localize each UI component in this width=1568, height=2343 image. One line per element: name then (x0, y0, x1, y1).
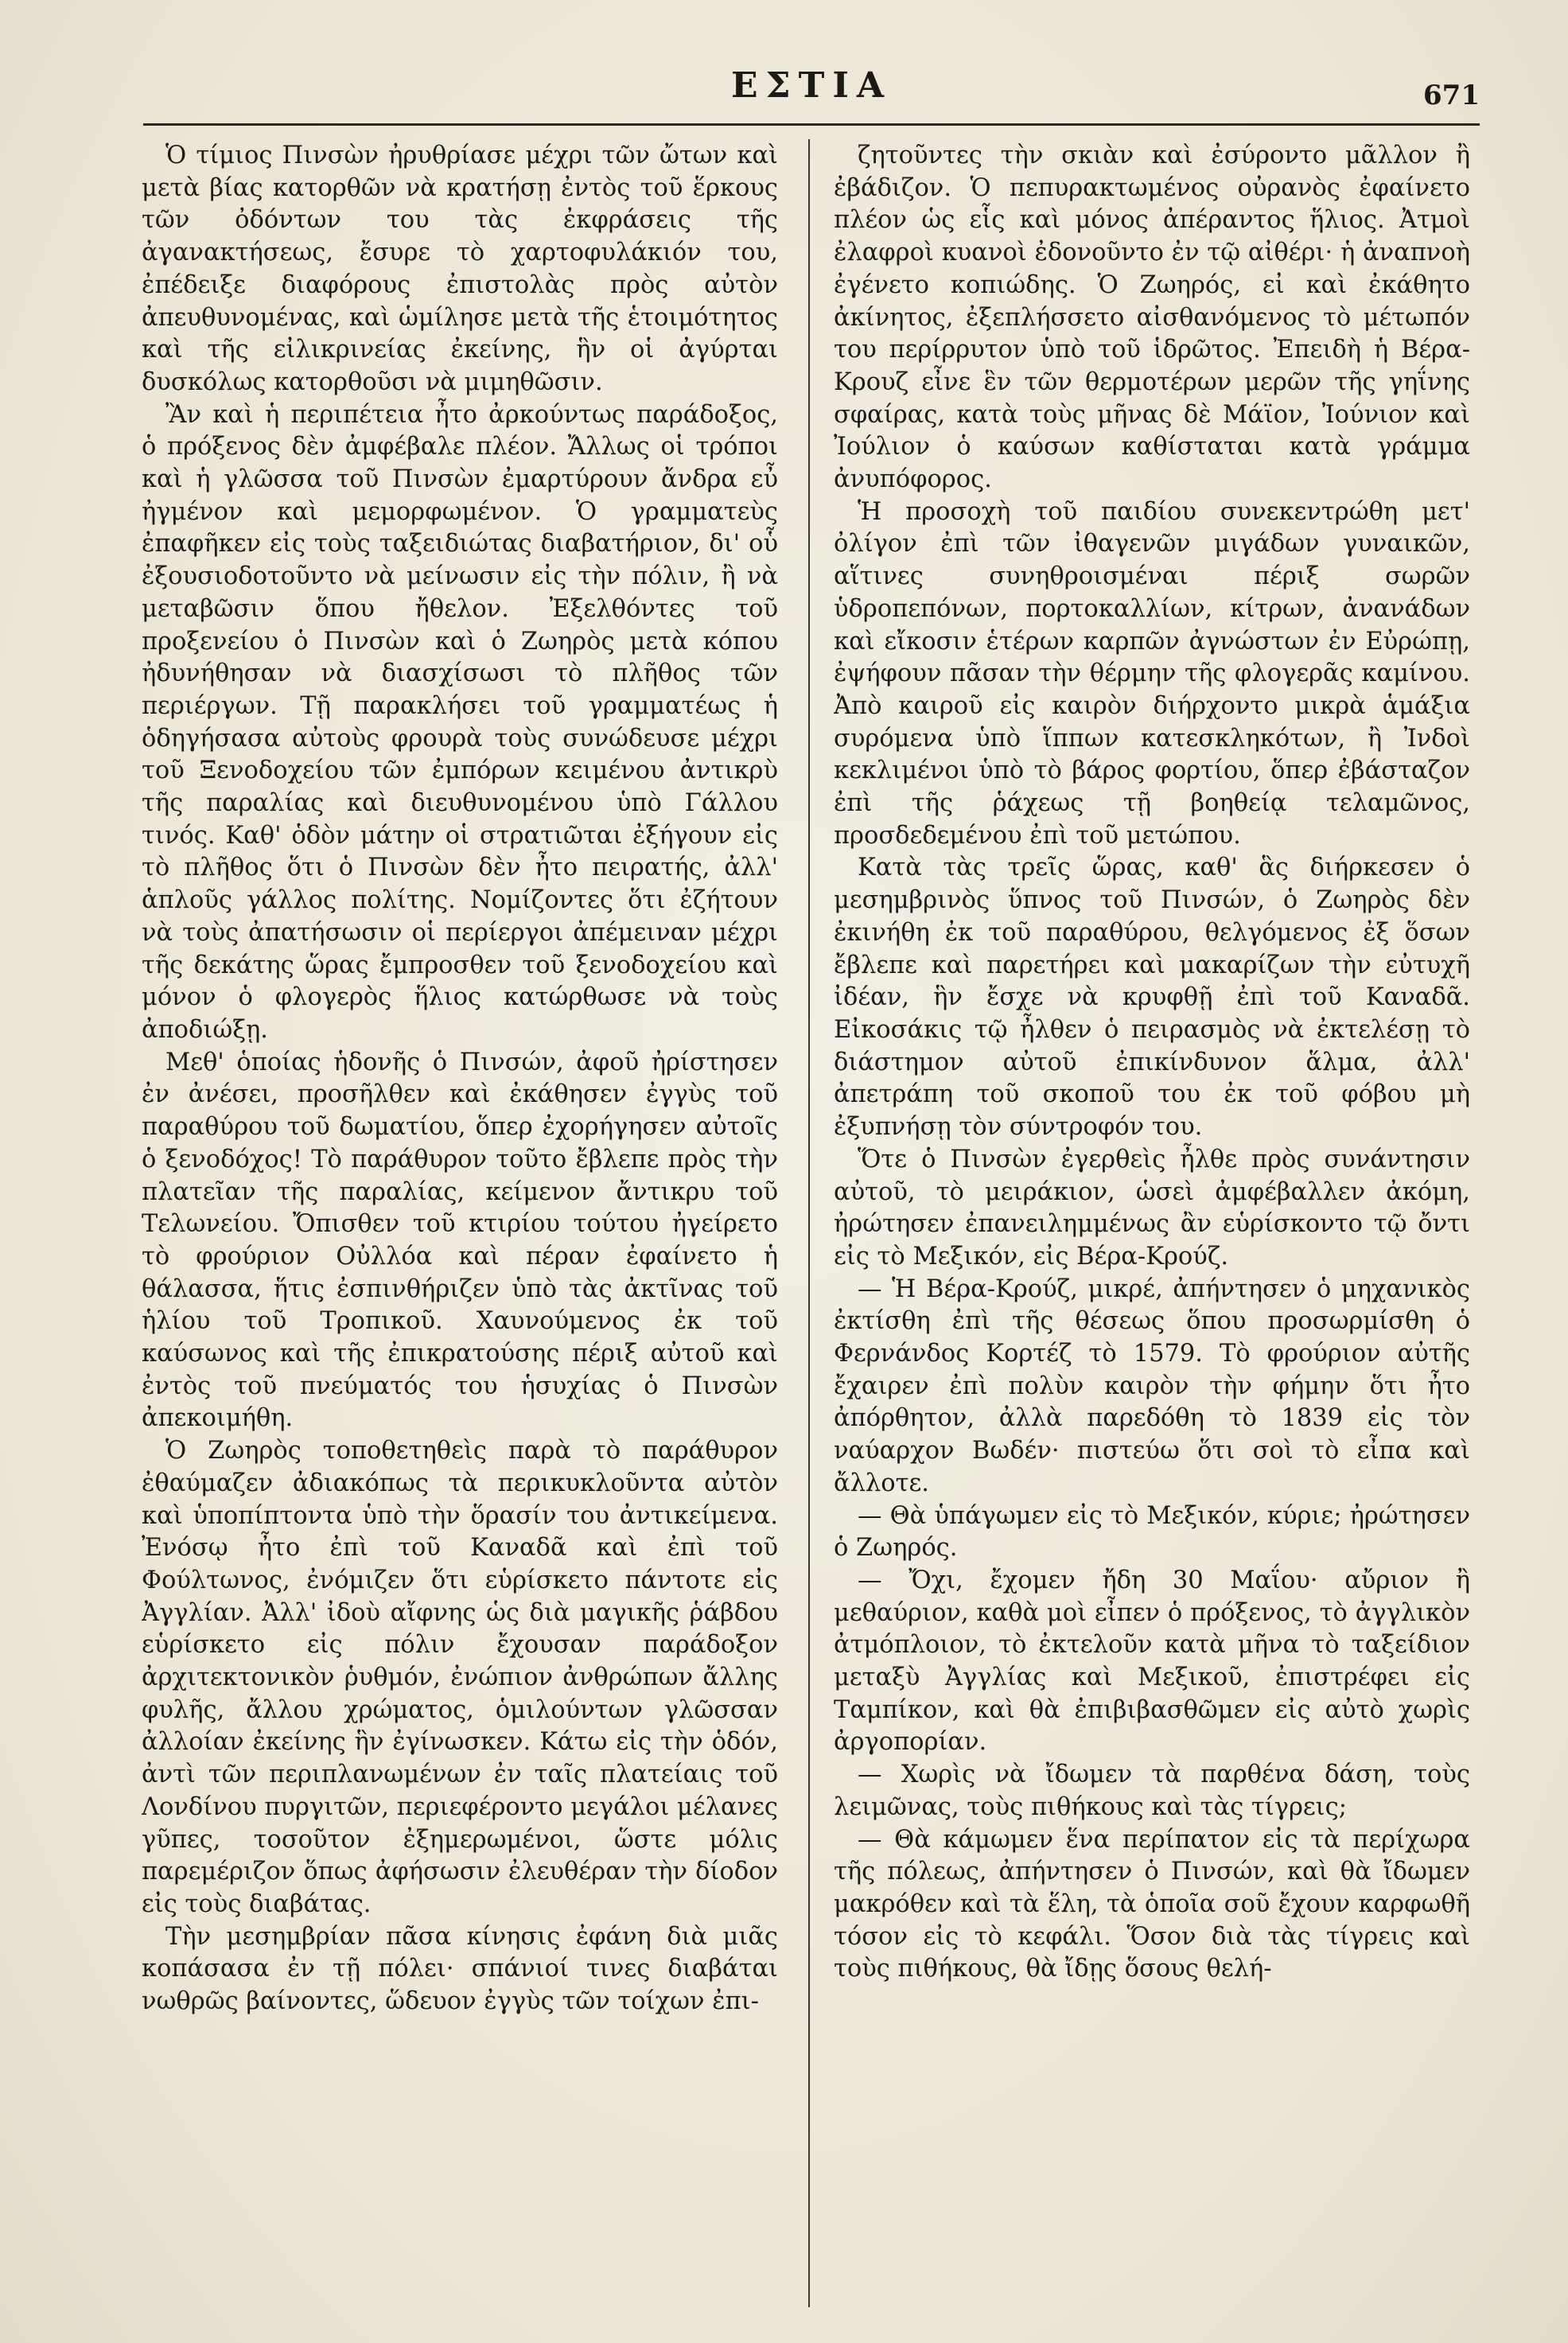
page-number: 671 (1423, 80, 1480, 111)
left-column (142, 140, 778, 2304)
paragraph: Τὴν μεσημβρίαν πᾶσα κίνησις ἐφάνη διὰ μιᾶς κοπάσασα ἐν τῇ πόλει· σπάνιοί τινες διαβάται νωθρῶς βαίνοντες, ὥδευον ἐγγὺς τῶν τοίχων ἐπι- (142, 1922, 778, 2016)
paragraph: Ὁ Ζωηρὸς τοποθετηθεὶς παρὰ τὸ παράθυρον ἐθαύμαζεν ἀδιακόπως τὰ περικυκλοῦντα αὐτὸν καὶ ὑποπίπτοντα ὑπὸ τὴν ὅρασίν του ἀντικείμενα. Ἐνόσῳ ἦτο ἐπὶ τοῦ Καναδᾶ καὶ ἐπὶ τοῦ Φούλτωνος, ἐνόμιζεν ὅτι εὑρίσκετο πάντοτε εἰς Ἀγγλίαν. Ἀλλ' ἰδοὺ αἴφνης ὡς διὰ μαγικῆς ῥάβδου εὑρίσκετο εἰς πόλιν ἔχουσαν παράδοξον ἀρχιτεκτονικὸν ῥυθμόν, ἐνώπιον ἀνθρώπων ἄλλης φυλῆς, ἄλλου χρώματος, ὁμιλούντων γλῶσσαν ἀλλοίαν ἐκείνης ἣν ἐγίνωσκεν. Κάτω εἰς τὴν ὁδόν, ἀντὶ τῶν περιπλανωμένων ἐν ταῖς πλατείαις τοῦ Λονδίνου πυργιτῶν, περιεφέροντο μεγάλοι μέλανες γῦπες, τοσοῦτον ἐξημερωμένοι, ὥστε μόλις παρεμέριζον ὅπως ἀφήσωσιν ἐλευθέραν τὴν δίοδον εἰς τοὺς διαβάτας. (142, 1437, 778, 1918)
column-divider (808, 139, 810, 2307)
paragraph: — Ἡ Βέρα-Κρούζ, μικρέ, ἀπήντησεν ὁ μηχανικὸς ἐκτίσθη ἐπὶ τῆς θέσεως ὅπου προσωρμίσθη ὁ Φερνάνδος Κορτέζ τὸ 1579. Τὸ φρούριον αὐτῆς ἔχαιρεν ἐπὶ πολὺν καιρὸν τὴν φήμην ὅτι ἦτο ἀπόρθητον, ἀλλὰ παρεδόθη τὸ 1839 εἰς τὸν ναύαρχον Βωδέν· πιστεύω ὅτι σοὶ τὸ εἶπα καὶ ἄλλοτε. (834, 1275, 1470, 1497)
journal-title: ΕΣΤΙΑ (730, 65, 893, 106)
running-header (143, 57, 1480, 121)
paragraph: ζητοῦντες τὴν σκιὰν καὶ ἐσύροντο μᾶλλον ἢ ἐβάδιζον. Ὁ πεπυρακτωμένος οὐρανὸς ἐφαίνετο πλέον ὡς εἷς καὶ μόνος ἀπέραντος ἥλιος. Ἀτμοὶ ἐλαφροὶ κυανοὶ ἐδονοῦντο ἐν τῷ αἰθέρι· ἡ ἀναπνοὴ ἐγένετο κοπιώδης. Ὁ Ζωηρός, εἰ καὶ ἐκάθητο ἀκίνητος, ἐξεπλήσσετο αἰσθανόμενος τὸ μέτωπόν του περίρρυτον ὑπὸ τοῦ ἱδρῶτος. Ἐπειδὴ ἡ Βέρα-Κρουζ εἶνε ἓν τῶν θερμοτέρων μερῶν τῆς γηΐνης σφαίρας, κατὰ τοὺς μῆνας δὲ Μάϊον, Ἰούνιον καὶ Ἰούλιον ὁ καύσων καθίσταται κατὰ γράμμα ἀνυπόφορος. (834, 142, 1470, 494)
paragraph: Ὅτε ὁ Πινσὼν ἐγερθεὶς ἦλθε πρὸς συνάντησιν αὐτοῦ, τὸ μειράκιον, ὡσεὶ ἀμφέβαλλεν ἀκόμη, ἠρώτησεν ἐπανειλημμένως ἂν εὑρίσκοντο τῷ ὄντι εἰς τὸ Μεξικόν, εἰς Βέρα-Κρούζ. (834, 1145, 1470, 1271)
paragraph: Μεθ' ὁποίας ἡδονῆς ὁ Πινσών, ἀφοῦ ἠρίστησεν ἐν ἀνέσει, προσῆλθεν καὶ ἐκάθησεν ἐγγὺς τοῦ παραθύρου τοῦ δωματίου, ὅπερ ἐχορήγησεν αὐτοῖς ὁ ξενοδόχος! Τὸ παράθυρον τοῦτο ἔβλεπε πρὸς τὴν πλατεῖαν τῆς παραλίας, κείμενον ἄντικρυ τοῦ Τελωνείου. Ὄπισθεν τοῦ κτιρίου τούτου ἠγείρετο τὸ φρούριον Οὐλλόα καὶ πέραν ἐφαίνετο ἡ θάλασσα, ἥτις ἐσπινθήριζεν ὑπὸ τὰς ἀκτῖνας τοῦ ἡλίου τοῦ Τροπικοῦ. Χαυνούμενος ἐκ τοῦ καύσωνος καὶ τῆς ἐπικρατούσης πέριξ αὐτοῦ καὶ ἐντὸς τοῦ πνεύματός του ἡσυχίας ὁ Πινσὼν ἀπεκοιμήθη. (142, 1048, 778, 1433)
paragraph: Ἂν καὶ ἡ περιπέτεια ἦτο ἀρκούντως παράδοξος, ὁ πρόξενος δὲν ἀμφέβαλε πλέον. Ἄλλως οἱ τρόποι καὶ ἡ γλῶσσα τοῦ Πινσὼν ἐμαρτύρουν ἄνδρα εὖ ἠγμένον καὶ μεμορφωμένον. Ὁ γραμματεὺς ἐπαφῆκεν εἰς τοὺς ταξειδιώτας διαβατήριον, δι' οὗ ἐξουσιοδοτοῦντο νὰ μείνωσιν εἰς τὴν πόλιν, ἢ νὰ μεταβῶσιν ὅπου ἤθελον. Ἐξελθόντες τοῦ προξενείου ὁ Πινσὼν καὶ ὁ Ζωηρὸς μετὰ κόπου ἠδυνήθησαν νὰ διασχίσωσι τὸ πλῆθος τῶν περιέργων. Τῇ παρακλήσει τοῦ γραμματέως ἡ ὁδηγήσασα αὐτοὺς φρουρὰ τοὺς συνώδευσε μέχρι τοῦ Ξενοδοχείου τῶν ἐμπόρων κειμένου ἀντικρὺ τῆς παραλίας καὶ διευθυνομένου ὑπὸ Γάλλου τινός. Καθ' ὁδὸν μάτην οἱ στρατιῶται ἐξήγουν εἰς τὸ πλῆθος ὅτι ὁ Πινσὼν δὲν ἦτο πειρατής, ἀλλ' ἁπλοῦς γάλλος πολίτης. Νομίζοντες ὅτι ἐζήτουν νὰ τοὺς ἀπατήσωσιν οἱ περίεργοι ἀπέμειναν μέχρι τῆς δεκάτης ὥρας ἔμπροσθεν τοῦ ξενοδοχείου καὶ μόνον ὁ φλογερὸς ἥλιος κατώρθωσε νὰ τοὺς ἀποδιώξῃ. (142, 400, 778, 1044)
paragraph: Ἡ προσοχὴ τοῦ παιδίου συνεκεντρώθη μετ' ὀλίγον ἐπὶ τῶν ἰθαγενῶν μιγάδων γυναικῶν, αἵτινες συνηθροισμέναι πέριξ σωρῶν ὑδροπεπόνων, πορτοκαλλίων, κίτρων, ἀνανάδων καὶ εἴκοσιν ἑτέρων καρπῶν ἀγνώστων ἐν Εὐρώπῃ, ἐψήφουν πᾶσαν τὴν θέρμην τῆς φλογερᾶς καμίνου. Ἀπὸ καιροῦ εἰς καιρὸν διήρχοντο μικρὰ ἁμάξια συρόμενα ὑπὸ ἵππων κατεσκληκότων, ἢ Ἰνδοὶ κεκλιμένοι ὑπὸ τὸ βάρος φορτίου, ὅπερ ἐβάσταζον ἐπὶ τῆς ῥάχεως τῇ βοηθείᾳ τελαμῶνος, προσδεδεμένου ἐπὶ τοῦ μετώπου. (834, 497, 1470, 850)
right-column (834, 140, 1470, 2304)
paragraph: Κατὰ τὰς τρεῖς ὥρας, καθ' ἃς διήρκεσεν ὁ μεσημβρινὸς ὕπνος τοῦ Πινσών, ὁ Ζωηρὸς δὲν ἐκινήθη ἐκ τοῦ παραθύρου, θελγόμενος ἐξ ὅσων ἔβλεπε καὶ παρετήρει καὶ μακαρίζων τὴν εὐτυχῆ ἰδέαν, ἣν ἔσχε νὰ κρυφθῇ ἐπὶ τοῦ Καναδᾶ. Εἰκοσάκις τῷ ἦλθεν ὁ πειρασμὸς νὰ ἐκτελέσῃ τὸ διάστημον αὐτοῦ ἐπικίνδυνον ἅλμα, ἀλλ' ἀπετράπη τοῦ σκοποῦ του ἐκ τοῦ φόβου μὴ ἐξυπνήσῃ τὸν σύντροφόν του. (834, 854, 1470, 1142)
paragraph: — Ὄχι, ἔχομεν ἤδη 30 Μαΐου· αὔριον ἢ μεθαύριον, καθὰ μοὶ εἶπεν ὁ πρόξενος, τὸ ἀγγλικὸν ἀτμόπλοιον, τὸ ἐκτελοῦν κατὰ μῆνα τὸ ταξείδιον μεταξὺ Ἀγγλίας καὶ Μεξικοῦ, ἐπιστρέφει εἰς Ταμπίκον, καὶ θὰ ἐπιβιβασθῶμεν εἰς αὐτὸ χωρὶς ἀργοπορίαν. (834, 1566, 1470, 1757)
paragraph: — Χωρὶς νὰ ἴδωμεν τὰ παρθένα δάση, τοὺς λειμῶνας, τοὺς πιθήκους καὶ τὰς τίγρεις; (834, 1761, 1470, 1821)
paragraph: — Θὰ κάμωμεν ἕνα περίπατον εἰς τὰ περίχωρα τῆς πόλεως, ἀπήντησεν ὁ Πινσών, καὶ θὰ ἴδωμεν μακρόθεν καὶ τὰ ἕλη, τὰ ὁποῖα σοῦ ἔχουν καρφωθῆ τόσον εἰς τὸ κεφάλι. Ὅσον διὰ τὰς τίγρεις καὶ τοὺς πιθήκους, θὰ ἴδῃς ὅσους θελή- (834, 1825, 1470, 1983)
paragraph: Ὁ τίμιος Πινσὼν ἠρυθρίασε μέχρι τῶν ὤτων καὶ μετὰ βίας κατορθῶν νὰ κρατήσῃ ἐντὸς τοῦ ἕρκους τῶν ὀδόντων του τὰς ἐκφράσεις τῆς ἀγανακτήσεως, ἔσυρε τὸ χαρτοφυλάκιόν του, ἐπέδειξε διαφόρους ἐπιστολὰς πρὸς αὐτὸν ἀπευθυνομένας, καὶ ὡμίλησε μετὰ τῆς ἑτοιμότητος καὶ τῆς εἰλικρινείας ἐκείνης, ἣν οἱ ἀγύρται δυσκόλως κατορθοῦσι νὰ μιμηθῶσιν. (142, 142, 778, 396)
paragraph: — Θὰ ὑπάγωμεν εἰς τὸ Μεξικόν, κύριε; ἠρώτησεν ὁ Ζωηρός. (834, 1501, 1470, 1563)
header-rule (143, 123, 1480, 126)
